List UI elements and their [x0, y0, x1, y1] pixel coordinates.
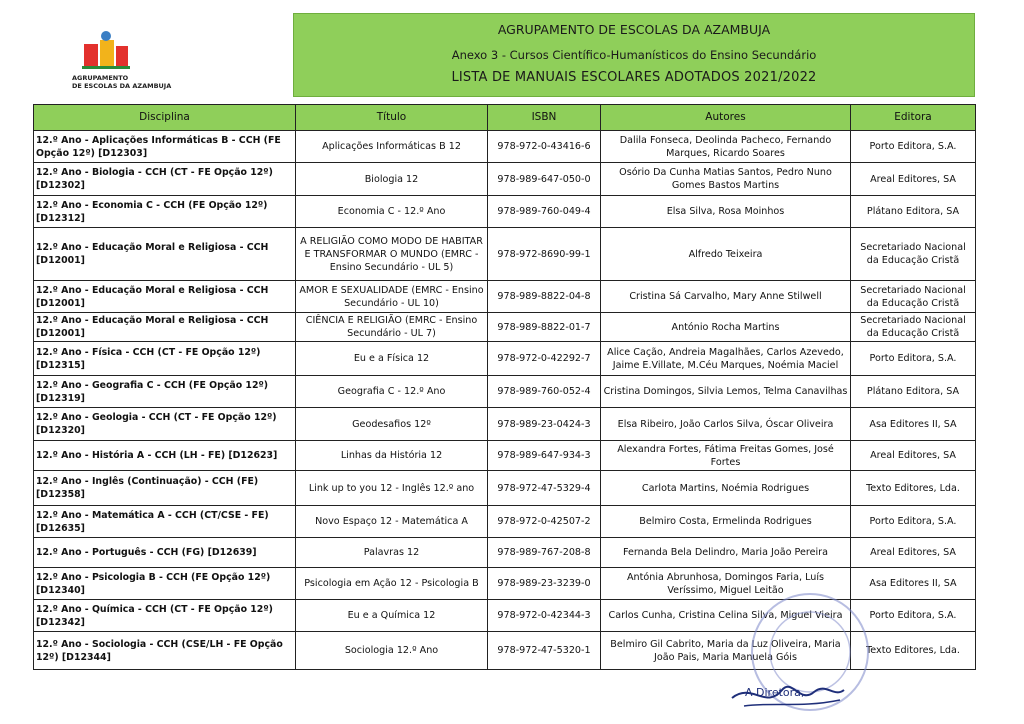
- cell-isbn: 978-972-0-43416-6: [488, 131, 601, 163]
- cell-titulo: Sociologia 12.º Ano: [296, 632, 488, 670]
- cell-editora: Plátano Editora, SA: [851, 376, 976, 408]
- cell-titulo: A RELIGIÃO COMO MODO DE HABITAR E TRANSFORMAR O MUNDO (EMRC - Ensino Secundário - UL 5): [296, 228, 488, 281]
- cell-disciplina: 12.º Ano - Geologia - CCH (CT - FE Opção 12º) [D12320]: [34, 408, 296, 441]
- table-row: [34, 281, 976, 313]
- table-row: [34, 376, 976, 408]
- cell-titulo: CIÊNCIA E RELIGIÃO (EMRC - Ensino Secundário - UL 7): [296, 313, 488, 342]
- school-logo: [72, 30, 172, 94]
- cell-disciplina: 12.º Ano - Aplicações Informáticas B - CCH (FE Opção 12º) [D12303]: [34, 131, 296, 163]
- cell-editora: Asa Editores II, SA: [851, 568, 976, 600]
- cell-editora: Porto Editora, S.A.: [851, 342, 976, 376]
- cell-titulo: Palavras 12: [296, 538, 488, 568]
- column-header-editora: Editora: [851, 105, 976, 131]
- cell-titulo: AMOR E SEXUALIDADE (EMRC - Ensino Secundário - UL 10): [296, 281, 488, 313]
- cell-autores: Alfredo Teixeira: [601, 228, 851, 281]
- cell-disciplina: 12.º Ano - Inglês (Continuação) - CCH (FE) [D12358]: [34, 471, 296, 506]
- cell-editora: Porto Editora, S.A.: [851, 506, 976, 538]
- table-row: [34, 342, 976, 376]
- cell-isbn: 978-989-8822-04-8: [488, 281, 601, 313]
- cell-disciplina: 12.º Ano - Educação Moral e Religiosa - CCH [D12001]: [34, 313, 296, 342]
- table-row: [34, 632, 976, 670]
- cell-isbn: 978-972-47-5320-1: [488, 632, 601, 670]
- school-name: AGRUPAMENTO DE ESCOLAS DA AZAMBUJA: [497, 22, 771, 37]
- cell-titulo: Link up to you 12 - Inglês 12.º ano: [296, 471, 488, 506]
- cell-isbn: 978-989-760-049-4: [488, 196, 601, 228]
- column-header-titulo: Título: [296, 105, 488, 131]
- cell-titulo: Aplicações Informáticas B 12: [296, 131, 488, 163]
- logo-text-line2: DE ESCOLAS DA AZAMBUJA: [72, 82, 172, 90]
- cell-isbn: 978-972-8690-99-1: [488, 228, 601, 281]
- cell-autores: Belmiro Costa, Ermelinda Rodrigues: [601, 506, 851, 538]
- cell-editora: Secretariado Nacional da Educação Cristã: [851, 313, 976, 342]
- logo-text: [72, 74, 182, 90]
- cell-titulo: Linhas da História 12: [296, 441, 488, 471]
- cell-editora: Porto Editora, S.A.: [851, 600, 976, 632]
- cell-editora: Secretariado Nacional da Educação Cristã: [851, 228, 976, 281]
- cell-isbn: 978-972-0-42292-7: [488, 342, 601, 376]
- cell-isbn: 978-989-760-052-4: [488, 376, 601, 408]
- cell-autores: Belmiro Gil Cabrito, Maria da Luz Oliveira, Maria João Pais, Maria Manuela Góis: [601, 632, 851, 670]
- cell-disciplina: 12.º Ano - História A - CCH (LH - FE) [D12623]: [34, 441, 296, 471]
- cell-editora: Texto Editores, Lda.: [851, 632, 976, 670]
- cell-disciplina: 12.º Ano - Sociologia - CCH (CSE/LH - FE Opção 12º) [D12344]: [34, 632, 296, 670]
- table-row: [34, 568, 976, 600]
- cell-autores: Cristina Sá Carvalho, Mary Anne Stilwell: [601, 281, 851, 313]
- cell-autores: Alexandra Fortes, Fátima Freitas Gomes, José Fortes: [601, 441, 851, 471]
- cell-autores: Alice Cação, Andreia Magalhães, Carlos Azevedo, Jaime E.Villate, M.Céu Marques, Noémia Maciel: [601, 342, 851, 376]
- cell-editora: Secretariado Nacional da Educação Cristã: [851, 281, 976, 313]
- list-title: LISTA DE MANUAIS ESCOLARES ADOTADOS 2021/2022: [451, 70, 817, 85]
- cell-disciplina: 12.º Ano - Educação Moral e Religiosa - CCH [D12001]: [34, 281, 296, 313]
- table-row: [34, 228, 976, 281]
- table-row: [34, 408, 976, 441]
- cell-autores: Antónia Abrunhosa, Domingos Faria, Luís Veríssimo, Miguel Leitão: [601, 568, 851, 600]
- cell-isbn: 978-989-8822-01-7: [488, 313, 601, 342]
- column-header-autores: Autores: [601, 105, 851, 131]
- cell-disciplina: 12.º Ano - Psicologia B - CCH (FE Opção 12º) [D12340]: [34, 568, 296, 600]
- cell-isbn: 978-972-0-42344-3: [488, 600, 601, 632]
- table-row: [34, 600, 976, 632]
- manuals-table: [33, 104, 976, 670]
- table-body: [34, 131, 976, 670]
- cell-editora: Areal Editores, SA: [851, 441, 976, 471]
- cell-disciplina: 12.º Ano - Biologia - CCH (CT - FE Opção 12º) [D12302]: [34, 163, 296, 196]
- column-header-isbn: ISBN: [488, 105, 601, 131]
- annex-title: Anexo 3 - Cursos Científico-Humanísticos do Ensino Secundário: [451, 48, 817, 62]
- table-row: [34, 163, 976, 196]
- cell-autores: Carlos Cunha, Cristina Celina Silva, Miguel Vieira: [601, 600, 851, 632]
- cell-autores: António Rocha Martins: [601, 313, 851, 342]
- table-row: [34, 471, 976, 506]
- cell-autores: Carlota Martins, Noémia Rodrigues: [601, 471, 851, 506]
- cell-disciplina: 12.º Ano - Física - CCH (CT - FE Opção 12º) [D12315]: [34, 342, 296, 376]
- cell-titulo: Psicologia em Ação 12 - Psicologia B: [296, 568, 488, 600]
- cell-titulo: Eu e a Química 12: [296, 600, 488, 632]
- cell-disciplina: 12.º Ano - Português - CCH (FG) [D12639]: [34, 538, 296, 568]
- cell-isbn: 978-989-23-3239-0: [488, 568, 601, 600]
- cell-titulo: Economia C - 12.º Ano: [296, 196, 488, 228]
- logo-text-line1: AGRUPAMENTO: [72, 74, 129, 82]
- cell-disciplina: 12.º Ano - Geografia C - CCH (FE Opção 12º) [D12319]: [34, 376, 296, 408]
- cell-isbn: 978-989-767-208-8: [488, 538, 601, 568]
- school-logo-icon: [78, 30, 134, 74]
- table-row: [34, 196, 976, 228]
- cell-editora: Plátano Editora, SA: [851, 196, 976, 228]
- signature-label: A Diretora,: [745, 686, 805, 699]
- document-header: [293, 13, 975, 97]
- cell-disciplina: 12.º Ano - Educação Moral e Religiosa - CCH [D12001]: [34, 228, 296, 281]
- cell-isbn: 978-972-47-5329-4: [488, 471, 601, 506]
- cell-titulo: Geodesafios 12º: [296, 408, 488, 441]
- cell-isbn: 978-989-647-050-0: [488, 163, 601, 196]
- cell-disciplina: 12.º Ano - Economia C - CCH (FE Opção 12º) [D12312]: [34, 196, 296, 228]
- cell-editora: Porto Editora, S.A.: [851, 131, 976, 163]
- cell-autores: Cristina Domingos, Silvia Lemos, Telma Canavilhas: [601, 376, 851, 408]
- cell-titulo: Biologia 12: [296, 163, 488, 196]
- cell-disciplina: 12.º Ano - Química - CCH (CT - FE Opção 12º) [D12342]: [34, 600, 296, 632]
- cell-isbn: 978-989-647-934-3: [488, 441, 601, 471]
- table-row: [34, 313, 976, 342]
- cell-editora: Texto Editores, Lda.: [851, 471, 976, 506]
- cell-autores: Fernanda Bela Delindro, Maria João Pereira: [601, 538, 851, 568]
- cell-autores: Dalila Fonseca, Deolinda Pacheco, Fernando Marques, Ricardo Soares: [601, 131, 851, 163]
- column-header-disciplina: Disciplina: [34, 105, 296, 131]
- cell-titulo: Geografia C - 12.º Ano: [296, 376, 488, 408]
- cell-editora: Areal Editores, SA: [851, 538, 976, 568]
- cell-autores: Osório Da Cunha Matias Santos, Pedro Nuno Gomes Bastos Martins: [601, 163, 851, 196]
- table-row: [34, 441, 976, 471]
- cell-titulo: Eu e a Física 12: [296, 342, 488, 376]
- cell-isbn: 978-972-0-42507-2: [488, 506, 601, 538]
- cell-titulo: Novo Espaço 12 - Matemática A: [296, 506, 488, 538]
- table-row: [34, 506, 976, 538]
- cell-isbn: 978-989-23-0424-3: [488, 408, 601, 441]
- cell-editora: Areal Editores, SA: [851, 163, 976, 196]
- table-row: [34, 131, 976, 163]
- cell-autores: Elsa Silva, Rosa Moinhos: [601, 196, 851, 228]
- table-row: [34, 538, 976, 568]
- cell-editora: Asa Editores II, SA: [851, 408, 976, 441]
- cell-autores: Elsa Ribeiro, João Carlos Silva, Óscar Oliveira: [601, 408, 851, 441]
- cell-disciplina: 12.º Ano - Matemática A - CCH (CT/CSE - FE) [D12635]: [34, 506, 296, 538]
- table-header-row: [34, 105, 976, 131]
